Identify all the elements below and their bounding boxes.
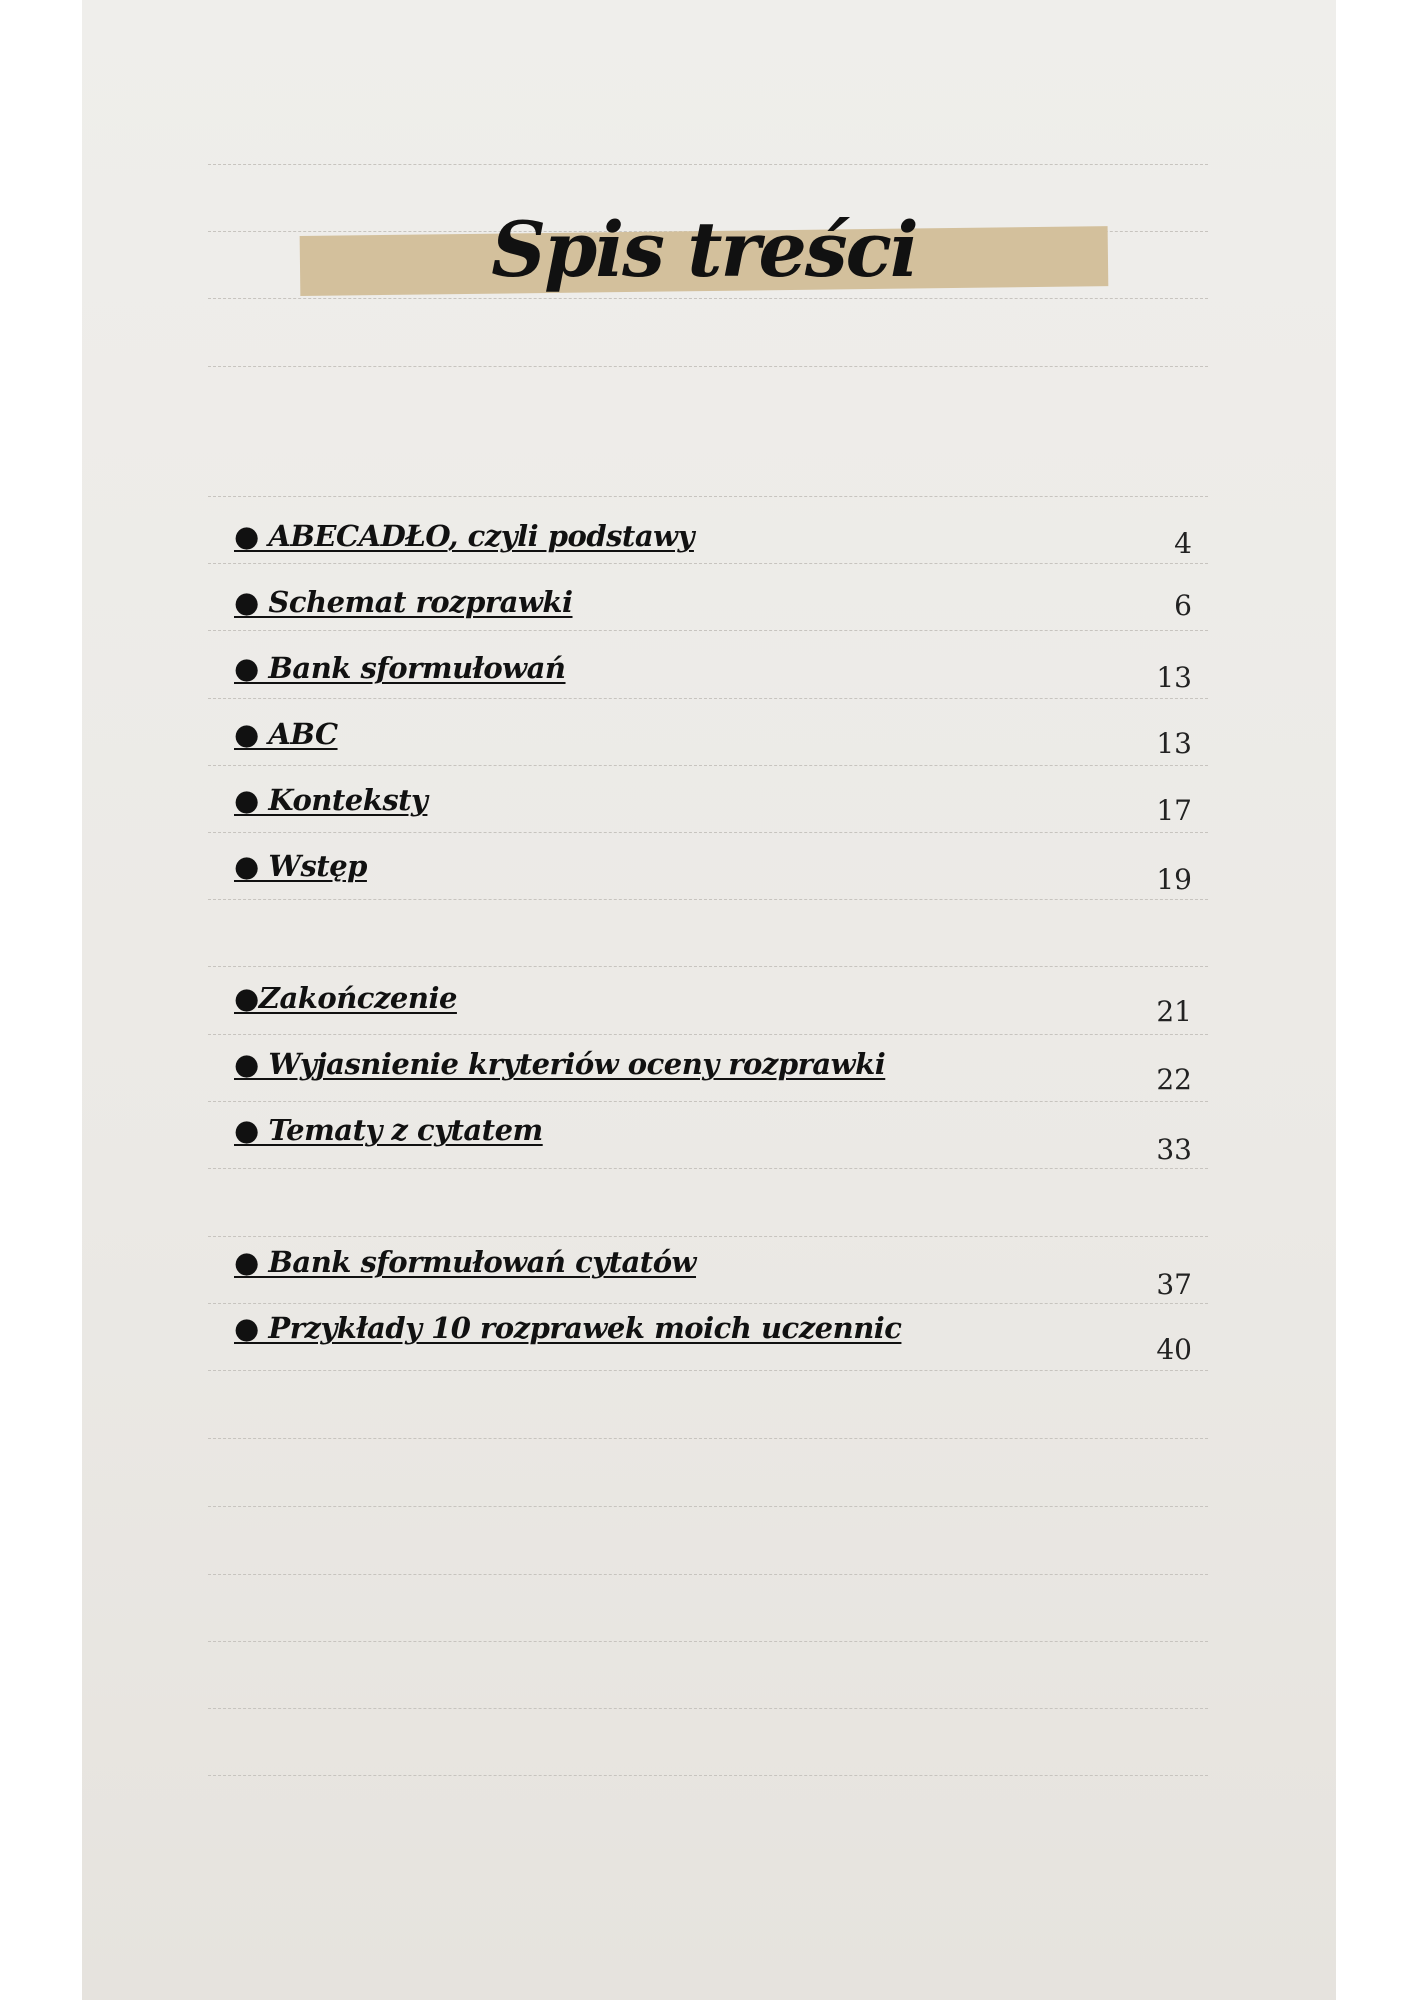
ruled-line <box>208 899 1208 900</box>
toc-page-number: 17 <box>1156 794 1192 827</box>
toc-page-number: 13 <box>1156 727 1192 760</box>
page-title: Spis treści <box>491 205 917 294</box>
toc-page-number: 6 <box>1174 589 1192 622</box>
toc-page-number: 13 <box>1156 661 1192 694</box>
ruled-line <box>208 1303 1208 1304</box>
ruled-line <box>208 1438 1208 1439</box>
toc-item-schemat-rozprawki[interactable]: ● Schemat rozprawki <box>234 585 573 619</box>
ruled-line <box>208 1034 1208 1035</box>
toc-item-tematy-z-cytatem[interactable]: ● Tematy z cytatem <box>234 1113 543 1147</box>
ruled-line <box>208 630 1208 631</box>
toc-item-wstep[interactable]: ● Wstęp <box>234 849 367 883</box>
toc-page-number: 22 <box>1156 1063 1192 1096</box>
ruled-line <box>208 832 1208 833</box>
ruled-line <box>208 1641 1208 1642</box>
ruled-line <box>208 1708 1208 1709</box>
ruled-line <box>208 1370 1208 1371</box>
toc-item-bank-sformulowan-cytatow[interactable]: ● Bank sformułowań cytatów <box>234 1245 697 1279</box>
toc-item-abecadlo[interactable]: ● ABECADŁO, czyli podstawy <box>234 519 694 553</box>
toc-item-konteksty[interactable]: ● Konteksty <box>234 783 428 817</box>
toc-page-number: 4 <box>1174 527 1192 560</box>
toc-page-number: 37 <box>1156 1268 1192 1301</box>
ruled-line <box>208 164 1208 165</box>
toc-page-number: 21 <box>1156 995 1192 1028</box>
ruled-line <box>208 366 1208 367</box>
ruled-line <box>208 1236 1208 1237</box>
toc-item-abc[interactable]: ● ABC <box>234 717 338 751</box>
ruled-line <box>208 1101 1208 1102</box>
toc-page-number: 33 <box>1156 1133 1192 1166</box>
toc-item-wyjasnienie-kryteriow[interactable]: ● Wyjasnienie kryteriów oceny rozprawki <box>234 1047 886 1081</box>
ruled-line <box>208 765 1208 766</box>
toc-item-bank-sformulowan[interactable]: ● Bank sformułowań <box>234 651 566 685</box>
ruled-line <box>208 563 1208 564</box>
toc-page-number: 19 <box>1156 863 1192 896</box>
ruled-line <box>208 1574 1208 1575</box>
toc-page-number: 40 <box>1156 1333 1192 1366</box>
toc-item-zakonczenie[interactable]: ●Zakończenie <box>234 981 457 1015</box>
ruled-line <box>208 1506 1208 1507</box>
ruled-line <box>208 298 1208 299</box>
ruled-line <box>208 1775 1208 1776</box>
ruled-line <box>208 966 1208 967</box>
ruled-line <box>208 1168 1208 1169</box>
toc-item-przyklady-rozprawek[interactable]: ● Przykłady 10 rozprawek moich uczennic <box>234 1311 902 1345</box>
ruled-line <box>208 496 1208 497</box>
ruled-line <box>208 698 1208 699</box>
